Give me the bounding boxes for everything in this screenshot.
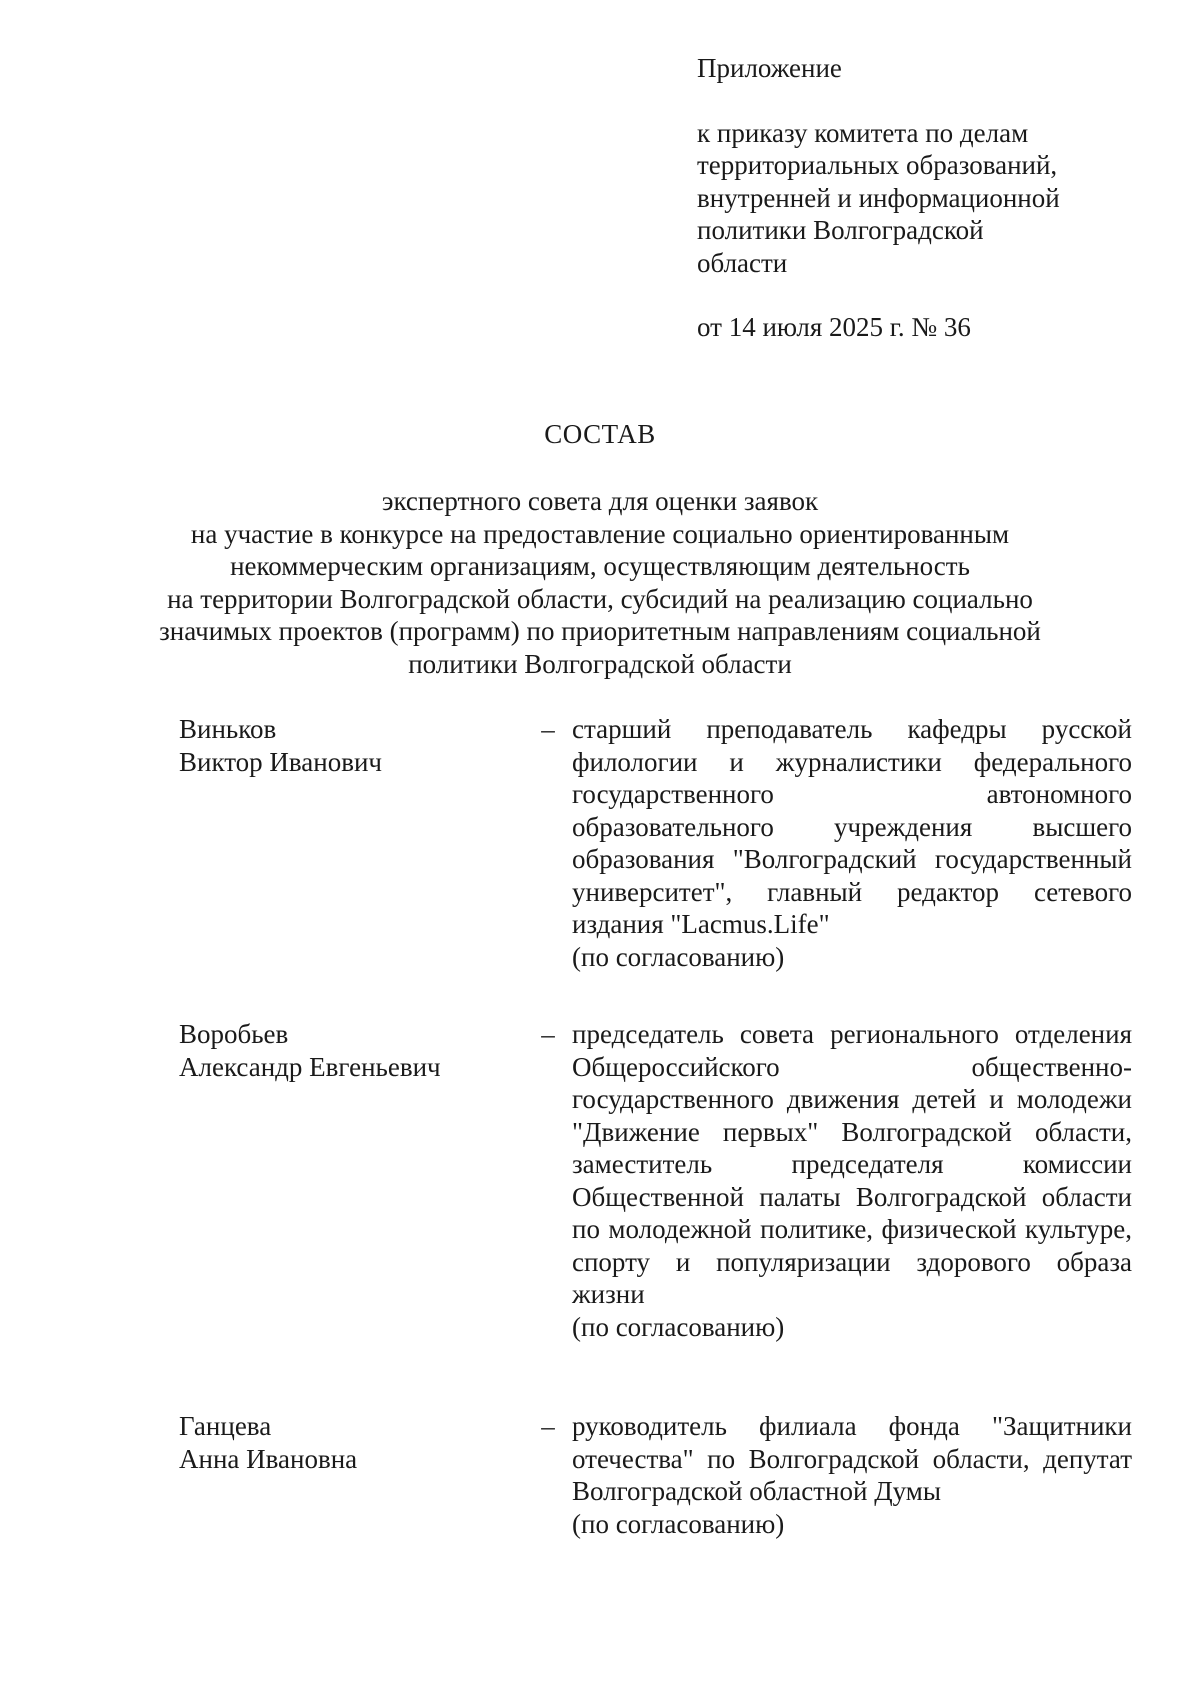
member-name: Воробьев Александр Евгеньевич [179,1019,441,1082]
member-entry [179,1018,1132,1410]
member-role-text: руководитель филиала фонда "Защитники отечества" по Волгоградской области, депутат Волгоградской областной Думы [572,1411,1132,1506]
member-role [572,713,1132,973]
document-title: СОСТАВ [544,419,656,449]
member-role-text: старший преподаватель кафедры русской филологии и журналистики федерального государственного автономного образовательного учреждения высшего образования "Волгоградский государственный университет", главный редактор сетевого издания "Lacmus.Life" [572,714,1132,939]
appendix-basis: к приказу комитета по делам территориальных образований, внутренней и информационной политики Волгоградской области [697,117,1060,278]
member-role-note: (по согласованию) [572,1311,785,1342]
member-dash: – [541,1019,555,1049]
appendix-label: Приложение [697,53,842,83]
member-role-text: председатель совета регионального отделения Общероссийского общественно-государственного движения детей и молодежи "Движение первых" Волгоградской области, заместитель председателя комиссии Общественной палаты Волгоградской области по молодежной политике, физической культуре, спорту и популяризации здорового образа жизни [572,1019,1132,1309]
member-name: Ганцева Анна Ивановна [179,1411,358,1474]
member-role [572,1018,1132,1343]
member-entry [179,1410,1132,1560]
spacer [697,279,1117,311]
member-dash: – [541,714,555,744]
spacer [697,85,1117,117]
appendix-block [697,52,1117,344]
member-dash: – [541,1411,555,1441]
document-subtitle: экспертного совета для оценки заявок на участие в конкурсе на предоставление социально ориентированным некоммерческим организациям, осуществляющим деятельность на территории Волгоградской области, субсидий на реализацию социально значимых проектов (программ) по приоритетным направлениям социальной политики Волгоградской области [159,486,1041,679]
member-role [572,1410,1132,1540]
member-entry [179,713,1132,1018]
member-role-note: (по согласованию) [572,941,785,972]
members-list [179,713,1132,1560]
member-name: Виньков Виктор Иванович [179,714,383,777]
member-role-note: (по согласованию) [572,1508,785,1539]
appendix-date: от 14 июля 2025 г. № 36 [697,312,971,342]
